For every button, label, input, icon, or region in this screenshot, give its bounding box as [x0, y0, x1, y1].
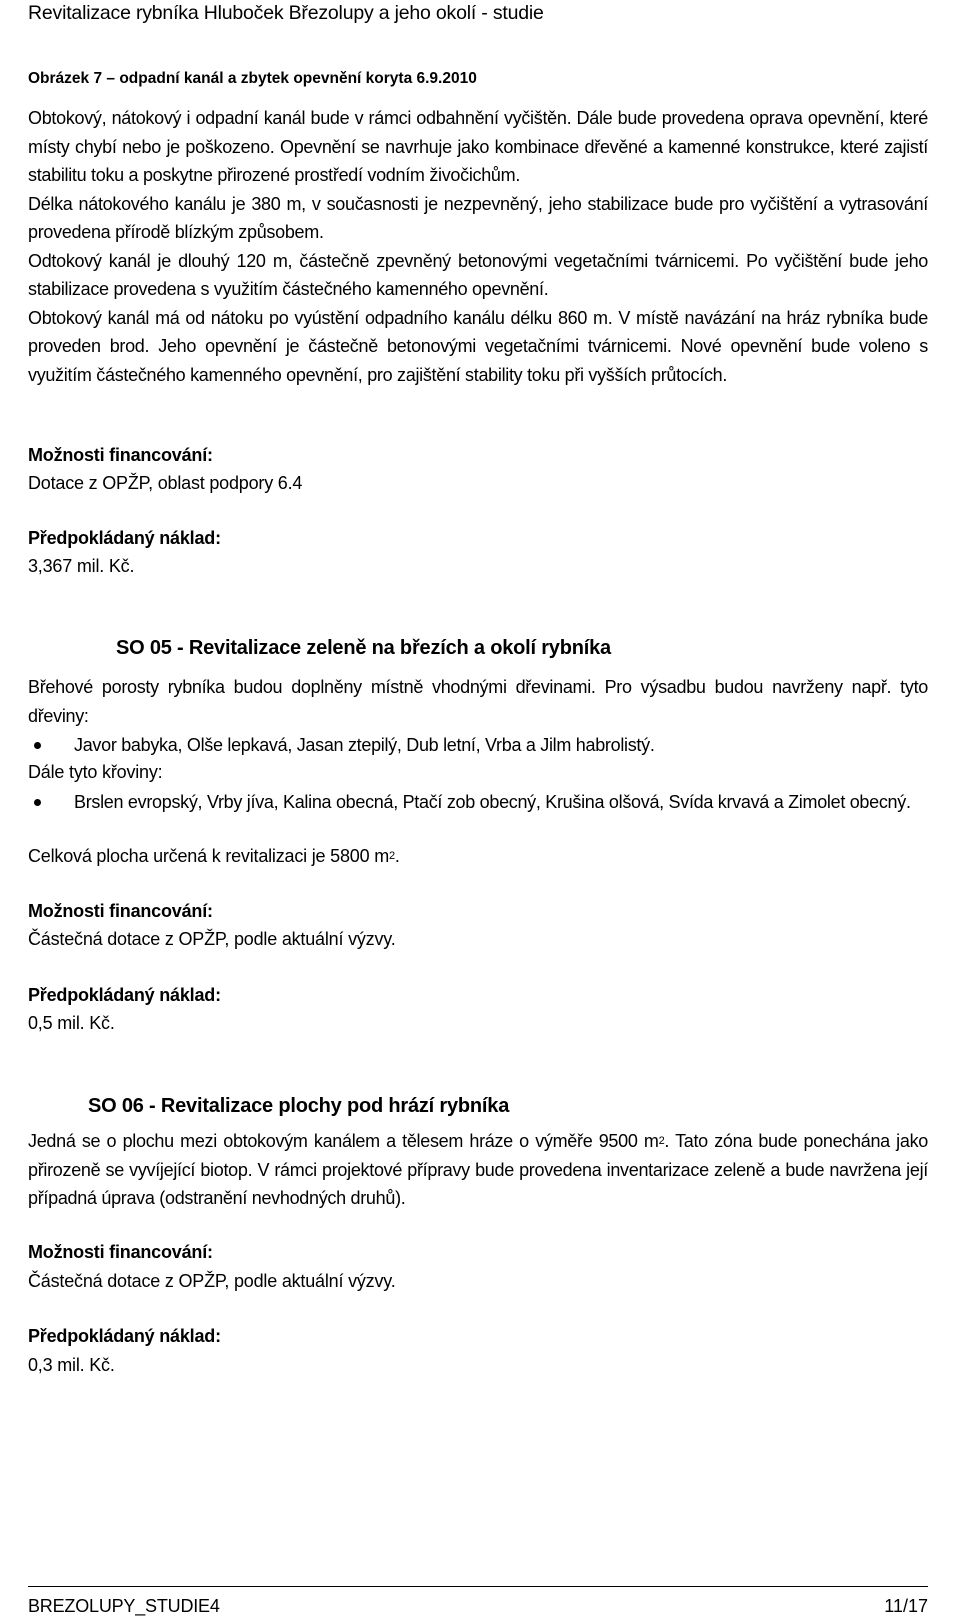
list-item: [28, 788, 928, 817]
cost-label: Předpokládaný náklad:: [28, 985, 221, 1005]
shrubs-list: [28, 788, 928, 817]
list-item: [28, 731, 928, 760]
superscript: 2: [389, 850, 395, 862]
cost-label: Předpokládaný náklad:: [28, 528, 221, 548]
footer-doc-id: BREZOLUPY_STUDIE4: [28, 1596, 220, 1616]
funding-label: Možnosti financování:: [28, 901, 213, 921]
funding-label: Možnosti financování:: [28, 1242, 213, 1262]
cost-value: 0,3 mil. Kč.: [28, 1355, 115, 1375]
area-text: [28, 846, 400, 867]
trees-list: [28, 731, 928, 760]
list-item-text: Javor babyka, Olše lepkavá, Jasan ztepilý, Dub letní, Vrba a Jilm habrolistý.: [74, 735, 655, 755]
paragraph: [28, 1127, 928, 1213]
paragraph: Délka nátokového kanálu je 380 m, v současnosti je nezpevněný, jeho stabilizace bude pro vyčištění a vytrasování provedena přírodě blízkým způsobem.: [28, 193, 928, 242]
superscript: 2: [658, 1135, 665, 1147]
bullet-icon: [34, 799, 41, 806]
figure-caption: Obrázek 7 – odpadní kanál a zbytek opevnění koryta 6.9.2010: [28, 70, 477, 87]
so06-text-a: Jedná se o plochu mezi obtokovým kanálem a tělesem hráze o výměře 9500 m: [28, 1131, 659, 1151]
section-title-so05: SO 05 - Revitalizace zeleně na březích a okolí rybníka: [116, 637, 611, 659]
funding-value: Částečná dotace z OPŽP, podle aktuální výzvy.: [28, 1271, 396, 1291]
funding-value: Dotace z OPŽP, oblast podpory 6.4: [28, 473, 303, 493]
list-item-text: Brslen evropský, Vrby jíva, Kalina obecná, Ptačí zob obecný, Krušina olšová, Svída krvavá a Zimolet obecný.: [74, 792, 911, 812]
area-text-end: .: [394, 846, 400, 866]
footer-page-number: 11/17: [884, 1596, 928, 1616]
area-text-main: Celková plocha určená k revitalizaci je 5800 m: [28, 846, 389, 866]
funding-value: Částečná dotace z OPŽP, podle aktuální výzvy.: [28, 929, 396, 949]
footer-divider: [28, 1586, 928, 1587]
shrubs-intro: Dále tyto křoviny:: [28, 762, 163, 782]
cost-label: Předpokládaný náklad:: [28, 1326, 221, 1346]
cost-value: 3,367 mil. Kč.: [28, 556, 135, 576]
funding-label: Možnosti financování:: [28, 445, 213, 465]
paragraph: Obtokový, nátokový i odpadní kanál bude v rámci odbahnění vyčištěn. Dále bude provedena oprava opevnění, které místy chybí nebo je poškozeno. Opevnění se navrhuje jako kombinace dřevěné a kamenné konstrukce, které zajistí stabilitu toku a poskytne přirozené prostředí vodním živočichům.: [28, 108, 928, 185]
paragraph: Břehové porosty rybníka budou doplněny místně vhodnými dřevinami. Pro výsadbu budou navrženy např. tyto dřeviny:: [28, 677, 928, 726]
so06-text-b: . Tato zóna bude ponechána jako přirozeně se vyvíjející biotop. V rámci projektové přípravy bude provedena inventarizace zeleně a bude navržena její případná úprava (odstranění nevhodných druhů).: [28, 1131, 928, 1208]
bullet-icon: [34, 742, 41, 749]
paragraph: Obtokový kanál má od nátoku po vyústění odpadního kanálu délku 860 m. V místě navázání na hráz rybníka bude proveden brod. Jeho opevnění je částečně betonovými vegetačními tvárnicemi. Nové opevnění bude voleno s využitím částečného kamenného opevnění, pro zajištění stability toku při vyšších průtocích.: [28, 307, 928, 385]
intro-text: [28, 104, 928, 389]
section-title-so06: SO 06 - Revitalizace plochy pod hrází rybníka: [88, 1095, 510, 1117]
paragraph: Odtokový kanál je dlouhý 120 m, částečně zpevněný betonovými vegetačními tvárnicemi. Po vyčištění bude jeho stabilizace provedena s využitím částečného kamenného opevnění.: [28, 250, 928, 299]
so06-text: [28, 1127, 928, 1213]
cost-value: 0,5 mil. Kč.: [28, 1013, 115, 1033]
document-header-title: Revitalizace rybníka Hluboček Březolupy a jeho okolí - studie: [28, 2, 544, 24]
so05-intro: [28, 673, 928, 730]
document-page: [28, 0, 928, 1624]
